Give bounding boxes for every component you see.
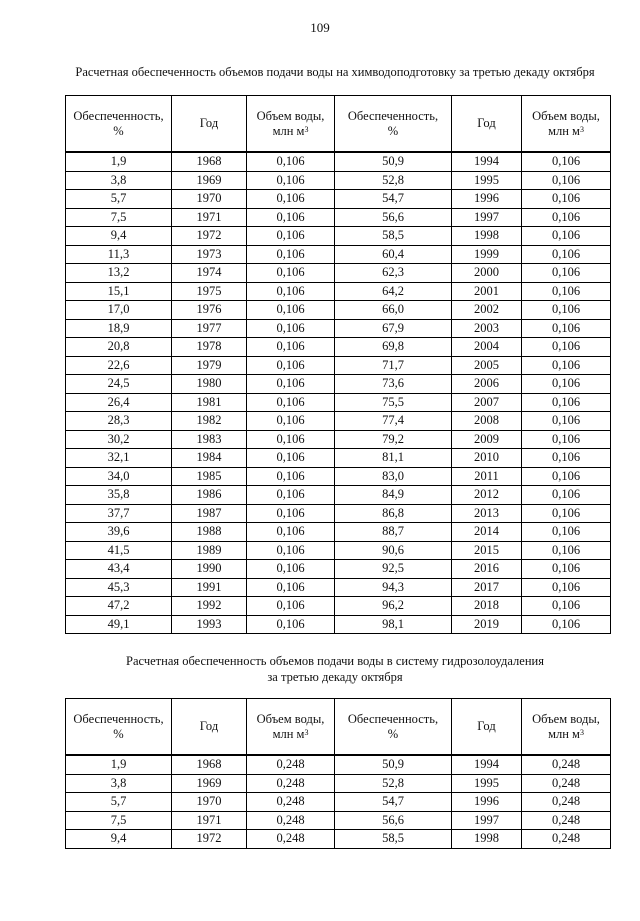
- cell-volume: 0,106: [247, 152, 335, 171]
- cell-year: 1990: [172, 560, 247, 579]
- cell-probability: 62,3: [335, 264, 452, 283]
- cell-year: 1989: [172, 541, 247, 560]
- cell-volume: 0,106: [247, 430, 335, 449]
- table-row: [66, 467, 611, 486]
- table-row: [66, 830, 611, 849]
- cell-volume: 0,106: [247, 190, 335, 209]
- cell-volume: 0,248: [522, 830, 611, 849]
- cell-volume: 0,106: [247, 541, 335, 560]
- header-volume-1: Объем воды, млн $м^3$: [247, 96, 335, 153]
- cell-year: 2018: [452, 597, 522, 616]
- header-volume-2: Объем воды, млн $м^3$: [522, 699, 611, 756]
- cell-volume: 0,248: [247, 793, 335, 812]
- cell-probability: 9,4: [66, 830, 172, 849]
- cell-volume: 0,106: [247, 356, 335, 375]
- table-row: [66, 152, 611, 171]
- cell-volume: 0,106: [522, 190, 611, 209]
- cell-probability: 9,4: [66, 227, 172, 246]
- cell-volume: 0,106: [247, 208, 335, 227]
- cell-year: 1997: [452, 208, 522, 227]
- cell-year: 1975: [172, 282, 247, 301]
- cell-year: 1982: [172, 412, 247, 431]
- cell-year: 2006: [452, 375, 522, 394]
- cell-probability: 83,0: [335, 467, 452, 486]
- cell-probability: 60,4: [335, 245, 452, 264]
- cell-volume: 0,106: [247, 523, 335, 542]
- cell-probability: 54,7: [335, 793, 452, 812]
- header-year-2: Год: [452, 699, 522, 756]
- table-row: [66, 227, 611, 246]
- cell-probability: 47,2: [66, 597, 172, 616]
- cell-volume: 0,106: [247, 393, 335, 412]
- cell-volume: 0,106: [247, 412, 335, 431]
- cell-volume: 0,106: [522, 152, 611, 171]
- cell-year: 1976: [172, 301, 247, 320]
- cell-probability: 15,1: [66, 282, 172, 301]
- cell-year: 1985: [172, 467, 247, 486]
- cell-volume: 0,248: [522, 811, 611, 830]
- table-row: [66, 301, 611, 320]
- cell-probability: 5,7: [66, 190, 172, 209]
- cell-year: 1999: [452, 245, 522, 264]
- cell-volume: 0,106: [522, 208, 611, 227]
- cell-year: 2004: [452, 338, 522, 357]
- cell-volume: 0,106: [522, 356, 611, 375]
- cell-probability: 30,2: [66, 430, 172, 449]
- cell-volume: 0,106: [522, 449, 611, 468]
- cell-year: 2015: [452, 541, 522, 560]
- cell-year: 1968: [172, 755, 247, 774]
- cell-volume: 0,106: [247, 449, 335, 468]
- table-row: [66, 449, 611, 468]
- cell-volume: 0,106: [247, 375, 335, 394]
- cell-volume: 0,106: [522, 467, 611, 486]
- cell-year: 1979: [172, 356, 247, 375]
- cell-year: 1988: [172, 523, 247, 542]
- cell-volume: 0,106: [247, 504, 335, 523]
- cell-year: 1984: [172, 449, 247, 468]
- cell-year: 1977: [172, 319, 247, 338]
- cell-volume: 0,106: [522, 338, 611, 357]
- header-volume-2: Объем воды, млн $м^3$: [522, 96, 611, 153]
- table-row: [66, 597, 611, 616]
- cell-volume: 0,248: [522, 774, 611, 793]
- table-row: [66, 338, 611, 357]
- table-row: [66, 578, 611, 597]
- cell-probability: 41,5: [66, 541, 172, 560]
- cell-volume: 0,106: [522, 171, 611, 190]
- table2-caption-line1: Расчетная обеспеченность объемов подачи воды в систему гидрозолоудаления: [126, 654, 544, 668]
- cell-year: 2003: [452, 319, 522, 338]
- cell-volume: 0,248: [522, 793, 611, 812]
- cell-year: 2017: [452, 578, 522, 597]
- cell-year: 1994: [452, 152, 522, 171]
- cell-year: 2012: [452, 486, 522, 505]
- page-number: 109: [310, 20, 330, 35]
- cell-volume: 0,248: [247, 755, 335, 774]
- table-row: [66, 793, 611, 812]
- cell-probability: 22,6: [66, 356, 172, 375]
- cell-probability: 52,8: [335, 171, 452, 190]
- cell-probability: 81,1: [335, 449, 452, 468]
- cell-probability: 92,5: [335, 560, 452, 579]
- cell-probability: 50,9: [335, 152, 452, 171]
- cell-year: 1972: [172, 227, 247, 246]
- cell-year: 1995: [452, 774, 522, 793]
- header-probability-1: Обеспеченность, %: [66, 699, 172, 756]
- cell-probability: 17,0: [66, 301, 172, 320]
- cell-year: 1981: [172, 393, 247, 412]
- table-row: [66, 560, 611, 579]
- table-row: [66, 615, 611, 634]
- table-row: [66, 245, 611, 264]
- table-row: [66, 282, 611, 301]
- cell-volume: 0,106: [247, 227, 335, 246]
- cell-probability: 1,9: [66, 755, 172, 774]
- cell-probability: 39,6: [66, 523, 172, 542]
- table2: [65, 698, 611, 849]
- cell-volume: 0,248: [247, 811, 335, 830]
- cell-year: 2011: [452, 467, 522, 486]
- cell-year: 1969: [172, 774, 247, 793]
- cell-volume: 0,248: [247, 830, 335, 849]
- table1: [65, 95, 611, 634]
- cell-probability: 96,2: [335, 597, 452, 616]
- table-row: [66, 190, 611, 209]
- cell-probability: 3,8: [66, 774, 172, 793]
- cell-probability: 58,5: [335, 830, 452, 849]
- cell-year: 1972: [172, 830, 247, 849]
- cell-volume: 0,106: [522, 541, 611, 560]
- table-row: [66, 430, 611, 449]
- header-probability-1: Обеспеченность, %: [66, 96, 172, 153]
- cell-probability: 67,9: [335, 319, 452, 338]
- cell-year: 1978: [172, 338, 247, 357]
- cell-year: 1998: [452, 227, 522, 246]
- cell-probability: 49,1: [66, 615, 172, 634]
- cell-probability: 34,0: [66, 467, 172, 486]
- cell-year: 1973: [172, 245, 247, 264]
- cell-year: 1998: [452, 830, 522, 849]
- cell-volume: 0,106: [522, 430, 611, 449]
- cell-probability: 35,8: [66, 486, 172, 505]
- cell-probability: 11,3: [66, 245, 172, 264]
- cell-probability: 86,8: [335, 504, 452, 523]
- cell-probability: 50,9: [335, 755, 452, 774]
- cell-year: 2005: [452, 356, 522, 375]
- cell-volume: 0,106: [247, 245, 335, 264]
- cell-probability: 71,7: [335, 356, 452, 375]
- table-row: [66, 811, 611, 830]
- header-year-2: Год: [452, 96, 522, 153]
- cell-year: 1968: [172, 152, 247, 171]
- cell-volume: 0,106: [522, 375, 611, 394]
- table-row: [66, 541, 611, 560]
- table-row: [66, 755, 611, 774]
- cell-year: 2016: [452, 560, 522, 579]
- cell-year: 2008: [452, 412, 522, 431]
- cell-probability: 45,3: [66, 578, 172, 597]
- cell-volume: 0,106: [522, 227, 611, 246]
- cell-volume: 0,106: [247, 615, 335, 634]
- cell-volume: 0,106: [247, 301, 335, 320]
- cell-probability: 18,9: [66, 319, 172, 338]
- table1-caption: [40, 64, 630, 80]
- cell-probability: 13,2: [66, 264, 172, 283]
- header-year-1: Год: [172, 96, 247, 153]
- cell-probability: 43,4: [66, 560, 172, 579]
- cell-volume: 0,106: [522, 597, 611, 616]
- table-row: [66, 774, 611, 793]
- cell-probability: 26,4: [66, 393, 172, 412]
- cell-volume: 0,106: [247, 338, 335, 357]
- cell-year: 1980: [172, 375, 247, 394]
- cell-volume: 0,106: [522, 319, 611, 338]
- cell-probability: 75,5: [335, 393, 452, 412]
- cell-probability: 94,3: [335, 578, 452, 597]
- cell-year: 1996: [452, 190, 522, 209]
- cell-probability: 24,5: [66, 375, 172, 394]
- cell-probability: 28,3: [66, 412, 172, 431]
- cell-probability: 52,8: [335, 774, 452, 793]
- cell-year: 2007: [452, 393, 522, 412]
- cell-probability: 7,5: [66, 208, 172, 227]
- cell-volume: 0,106: [522, 504, 611, 523]
- cell-year: 2002: [452, 301, 522, 320]
- cell-year: 2010: [452, 449, 522, 468]
- cell-volume: 0,106: [522, 301, 611, 320]
- cell-year: 2009: [452, 430, 522, 449]
- table-row: [66, 393, 611, 412]
- header-probability-2: Обеспеченность, %: [335, 699, 452, 756]
- table1-caption-text: Расчетная обеспеченность объемов подачи воды на химводоподготовку за третью декаду октября: [75, 65, 595, 79]
- cell-volume: 0,106: [522, 523, 611, 542]
- cell-year: 1997: [452, 811, 522, 830]
- cell-probability: 20,8: [66, 338, 172, 357]
- cell-probability: 73,6: [335, 375, 452, 394]
- table2-header-row: [66, 699, 611, 756]
- cell-probability: 54,7: [335, 190, 452, 209]
- table-row: [66, 264, 611, 283]
- cell-year: 1971: [172, 208, 247, 227]
- cell-probability: 90,6: [335, 541, 452, 560]
- cell-volume: 0,106: [247, 597, 335, 616]
- table-row: [66, 356, 611, 375]
- table2-body: [66, 755, 611, 848]
- cell-probability: 77,4: [335, 412, 452, 431]
- table1-body: [66, 152, 611, 634]
- cell-year: 1995: [452, 171, 522, 190]
- table-row: [66, 319, 611, 338]
- cell-probability: 1,9: [66, 152, 172, 171]
- cell-probability: 69,8: [335, 338, 452, 357]
- cell-volume: 0,106: [247, 578, 335, 597]
- cell-probability: 84,9: [335, 486, 452, 505]
- cell-year: 1996: [452, 793, 522, 812]
- cell-year: 2013: [452, 504, 522, 523]
- cell-probability: 58,5: [335, 227, 452, 246]
- header-probability-2: Обеспеченность, %: [335, 96, 452, 153]
- cell-probability: 88,7: [335, 523, 452, 542]
- table-row: [66, 412, 611, 431]
- cell-volume: 0,106: [247, 486, 335, 505]
- cell-year: 1987: [172, 504, 247, 523]
- cell-year: 1993: [172, 615, 247, 634]
- cell-volume: 0,106: [522, 412, 611, 431]
- cell-probability: 3,8: [66, 171, 172, 190]
- table1-header-row: [66, 96, 611, 153]
- cell-volume: 0,106: [522, 264, 611, 283]
- cell-probability: 98,1: [335, 615, 452, 634]
- cell-probability: 32,1: [66, 449, 172, 468]
- cell-year: 1970: [172, 190, 247, 209]
- table-row: [66, 375, 611, 394]
- cell-probability: 37,7: [66, 504, 172, 523]
- table-row: [66, 208, 611, 227]
- cell-probability: 66,0: [335, 301, 452, 320]
- header-year-1: Год: [172, 699, 247, 756]
- cell-year: 1983: [172, 430, 247, 449]
- cell-volume: 0,106: [247, 560, 335, 579]
- header-volume-1: Объем воды, млн $м^3$: [247, 699, 335, 756]
- cell-year: 1971: [172, 811, 247, 830]
- cell-volume: 0,106: [522, 282, 611, 301]
- cell-volume: 0,106: [247, 467, 335, 486]
- cell-probability: 79,2: [335, 430, 452, 449]
- cell-volume: 0,106: [522, 560, 611, 579]
- cell-year: 1986: [172, 486, 247, 505]
- table2-caption-line2: за третью декаду октября: [267, 670, 403, 684]
- cell-probability: 7,5: [66, 811, 172, 830]
- cell-year: 2000: [452, 264, 522, 283]
- cell-probability: 56,6: [335, 208, 452, 227]
- table-row: [66, 504, 611, 523]
- cell-year: 2014: [452, 523, 522, 542]
- cell-year: 1994: [452, 755, 522, 774]
- cell-volume: 0,106: [247, 282, 335, 301]
- cell-probability: 64,2: [335, 282, 452, 301]
- cell-year: 1974: [172, 264, 247, 283]
- cell-volume: 0,106: [522, 615, 611, 634]
- cell-volume: 0,106: [247, 264, 335, 283]
- cell-volume: 0,106: [522, 393, 611, 412]
- cell-volume: 0,106: [247, 171, 335, 190]
- table-row: [66, 171, 611, 190]
- cell-volume: 0,106: [522, 486, 611, 505]
- cell-year: 2019: [452, 615, 522, 634]
- cell-volume: 0,248: [247, 774, 335, 793]
- table2-caption: [40, 653, 630, 685]
- cell-probability: 5,7: [66, 793, 172, 812]
- cell-year: 2001: [452, 282, 522, 301]
- cell-probability: 56,6: [335, 811, 452, 830]
- cell-volume: 0,106: [522, 245, 611, 264]
- table-row: [66, 486, 611, 505]
- cell-volume: 0,106: [247, 319, 335, 338]
- cell-year: 1969: [172, 171, 247, 190]
- cell-volume: 0,106: [522, 578, 611, 597]
- table-row: [66, 523, 611, 542]
- cell-year: 1991: [172, 578, 247, 597]
- cell-year: 1970: [172, 793, 247, 812]
- cell-year: 1992: [172, 597, 247, 616]
- cell-volume: 0,248: [522, 755, 611, 774]
